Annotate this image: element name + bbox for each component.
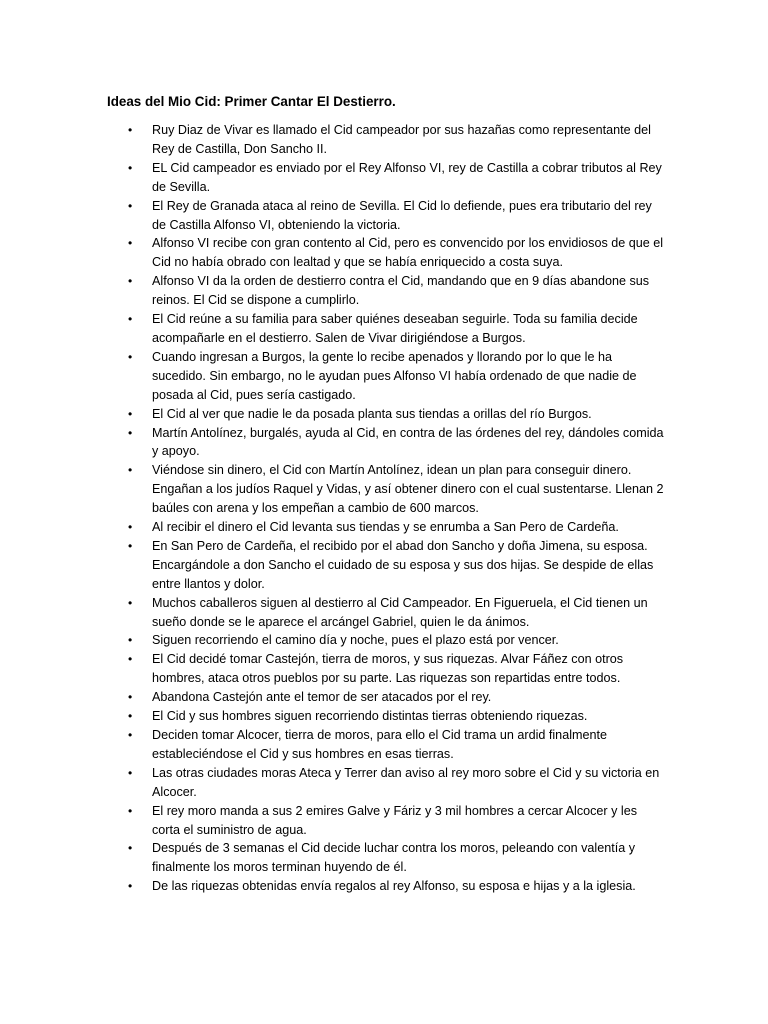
list-item (128, 461, 668, 518)
bullet-icon: • (128, 709, 133, 724)
list-item (128, 650, 668, 688)
list-item-text: Deciden tomar Alcocer, tierra de moros, para ello el Cid trama un ardid finalmente estableciéndose el Cid y sus hombres en esas tierras. (152, 728, 607, 761)
bullet-icon: • (128, 236, 133, 251)
list-item (128, 159, 668, 197)
document-title: Ideas del Mio Cid: Primer Cantar El Destierro. (107, 94, 396, 109)
list-item-text: El rey moro manda a sus 2 emires Galve y Fáriz y 3 mil hombres a cercar Alcocer y les corta el suministro de agua. (152, 803, 638, 837)
bullet-icon: • (128, 879, 133, 894)
list-item-text: Alfonso VI da la orden de destierro contra el Cid, mandando que en 9 días abandone sus reinos. El Cid se dispone a cumplirlo. (152, 274, 650, 308)
list-item (128, 631, 668, 650)
list-item (128, 537, 668, 594)
list-item (128, 121, 668, 159)
list-item (128, 764, 668, 802)
bullet-icon: • (128, 728, 133, 742)
bullet-icon: • (128, 123, 133, 137)
bullet-icon: • (128, 803, 133, 818)
list-item (128, 197, 668, 235)
bullet-icon: • (128, 160, 133, 175)
list-item (128, 726, 668, 764)
list-item-text: EL Cid campeador es enviado por el Rey Alfonso VI, rey de Castilla a cobrar tributos al Rey de Sevilla. (152, 160, 662, 194)
list-item-text: El Cid al ver que nadie le da posada planta sus tiendas a orillas del río Burgos. (152, 406, 592, 421)
list-item-text: Las otras ciudades moras Ateca y Terrer dan aviso al rey moro sobre el Cid y su victoria en Alcocer. (152, 765, 660, 799)
list-item (128, 839, 668, 877)
bullet-icon: • (128, 312, 133, 327)
bullet-icon: • (128, 406, 133, 421)
bullet-list (128, 121, 668, 896)
list-item-text: Martín Antolínez, burgalés, ayuda al Cid, en contra de las órdenes del rey, dándoles comida y apoyo. (152, 425, 664, 459)
list-item-text: Abandona Castejón ante el temor de ser atacados por el rey. (152, 690, 492, 705)
list-item (128, 802, 668, 840)
list-item (128, 424, 668, 462)
bullet-icon: • (128, 652, 133, 667)
list-item-text: Cuando ingresan a Burgos, la gente lo recibe apenados y llorando por lo que le ha sucedido. Sin embargo, no le ayudan pues Alfonso VI había ordenado de que nadie de posada al Cid, pues sería castigado. (152, 349, 637, 402)
list-item-text: Al recibir el dinero el Cid levanta sus tiendas y se enrumba a San Pero de Cardeña. (152, 520, 619, 535)
list-item-text: De las riquezas obtenidas envía regalos al rey Alfonso, su esposa e hijas y a la iglesia. (152, 879, 636, 894)
list-item (128, 518, 668, 537)
list-item (128, 234, 668, 272)
list-item-text: Siguen recorriendo el camino día y noche, pues el plazo está por vencer. (152, 633, 559, 648)
list-item-text: Alfonso VI recibe con gran contento al Cid, pero es convencido por los envidiosos de que el Cid no había obrado con lealtad y que se había enriquecido a costa suya. (152, 236, 664, 270)
list-item (128, 310, 668, 348)
bullet-icon: • (128, 425, 133, 440)
list-item-text: El Cid reúne a su familia para saber quiénes deseaban seguirle. Toda su familia decide acompañarle en el destierro. Salen de Vivar dirigiéndose a Burgos. (152, 312, 638, 345)
bullet-icon: • (128, 841, 133, 856)
list-item-text: El Rey de Granada ataca al reino de Sevilla. El Cid lo defiende, pues era tributario del rey de Castilla Alfonso VI, obteniendo la victoria. (152, 198, 652, 232)
bullet-icon: • (128, 463, 133, 478)
list-item (128, 348, 668, 405)
list-item (128, 272, 668, 310)
list-item-text: Viéndose sin dinero, el Cid con Martín Antolínez, idean un plan para conseguir dinero. Engañan a los judíos Raquel y Vidas, y así obtener dinero con el cual sustentarse. Llenan 2 baúles con arena y los empeñan a cambio de 600 marcos. (152, 463, 664, 516)
bullet-icon: • (128, 349, 133, 364)
bullet-icon: • (128, 520, 133, 535)
bullet-icon: • (128, 274, 133, 289)
list-item-text: Muchos caballeros siguen al destierro al Cid Campeador. En Figueruela, el Cid tienen un sueño donde se le aparece el arcángel Gabriel, quien le da ánimos. (152, 595, 648, 629)
list-item (128, 688, 668, 707)
list-item-text: El Cid y sus hombres siguen recorriendo distintas tierras obteniendo riquezas. (152, 709, 588, 724)
bullet-icon: • (128, 633, 133, 648)
list-item-text: En San Pero de Cardeña, el recibido por el abad don Sancho y doña Jimena, su esposa. Encargándole a don Sancho el cuidado de su esposa y sus dos hijas. Se despide de ellas entre llantos y dolor. (152, 538, 654, 591)
bullet-icon: • (128, 538, 133, 553)
bullet-icon: • (128, 765, 133, 780)
list-item (128, 594, 668, 632)
list-item (128, 877, 668, 896)
list-item (128, 405, 668, 424)
list-item (128, 707, 668, 726)
list-item-text: Después de 3 semanas el Cid decide luchar contra los moros, peleando con valentía y finalmente los moros terminan huyendo de él. (152, 841, 636, 875)
list-item-text: Ruy Diaz de Vivar es llamado el Cid campeador por sus hazañas como representante del Rey de Castilla, Don Sancho II. (152, 123, 651, 156)
list-item-text: El Cid decidé tomar Castejón, tierra de moros, y sus riquezas. Alvar Fáñez con otros hombres, ataca otros pueblos por su parte. Las riquezas son repartidas entre todos. (152, 652, 624, 686)
bullet-icon: • (128, 198, 133, 213)
bullet-icon: • (128, 595, 133, 610)
bullet-icon: • (128, 690, 133, 705)
